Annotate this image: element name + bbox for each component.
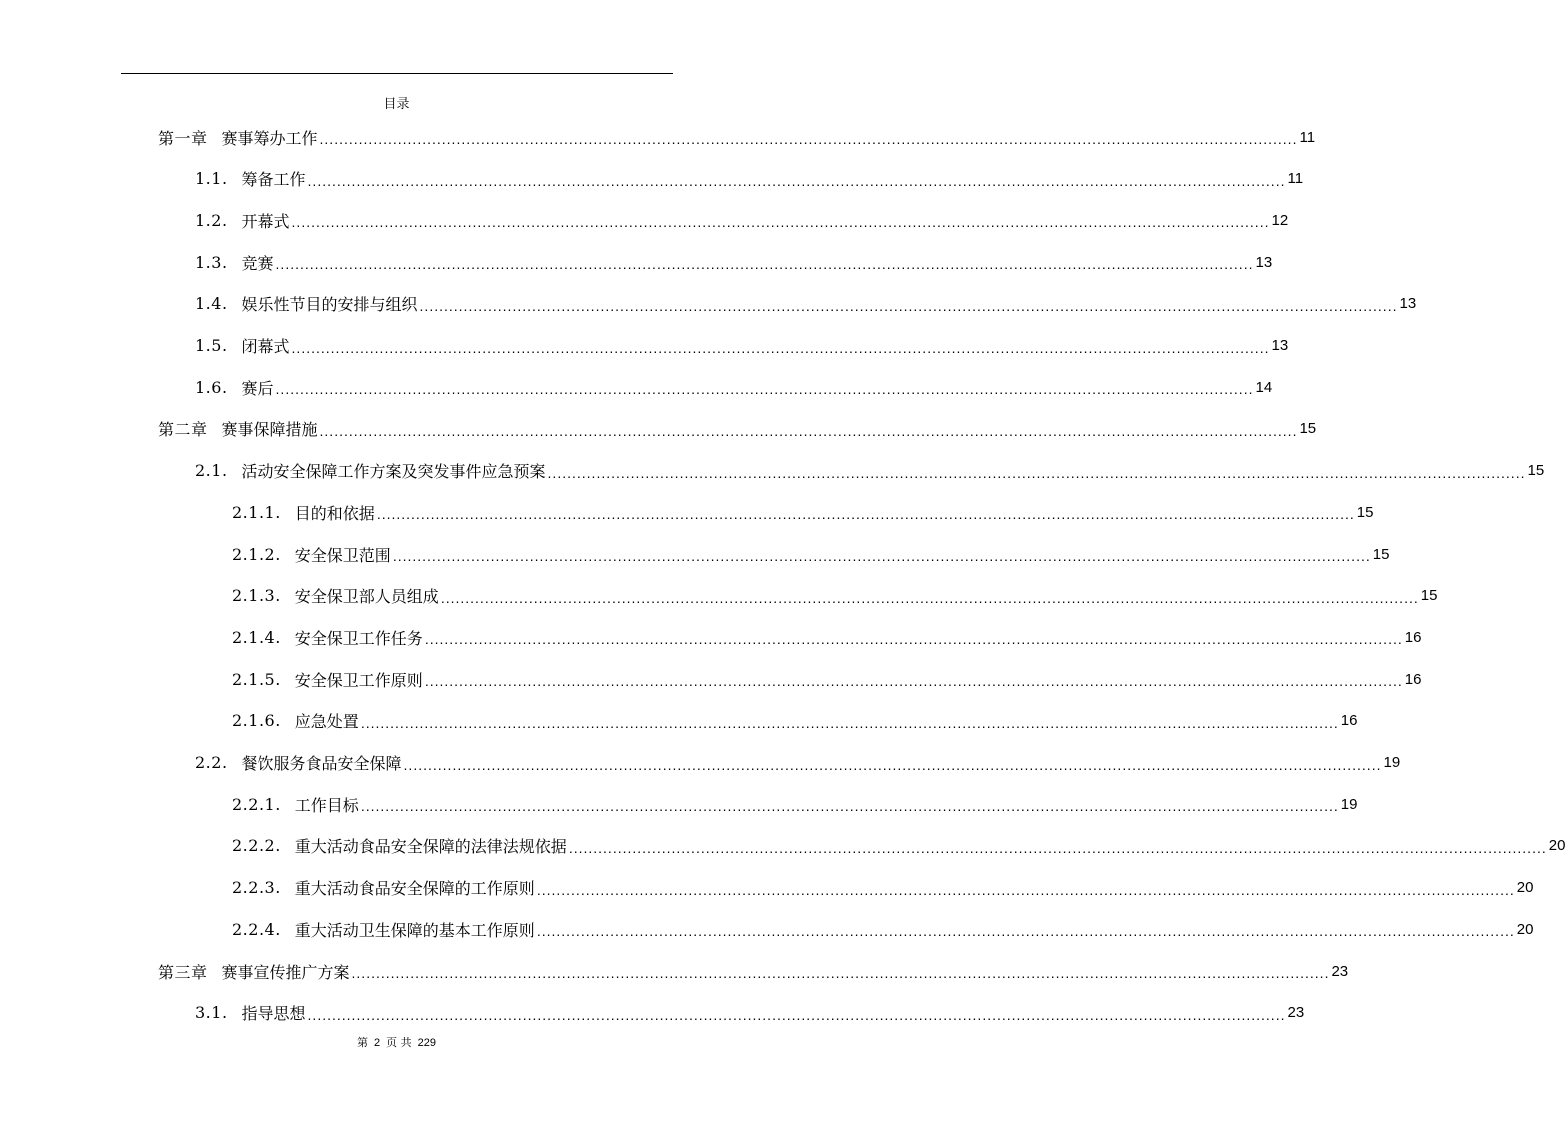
toc-dot-leader: ........................................................................................................................................................................................................ xyxy=(319,422,1298,439)
toc-entry-title: 闭幕式 xyxy=(241,337,290,356)
toc-entry-page: 20 xyxy=(1516,920,1534,938)
toc-entry[interactable] xyxy=(232,908,1534,950)
toc-dot-leader: ........................................................................................................................................................................................................ xyxy=(424,673,1403,690)
toc-dot-leader: ........................................................................................................................................................................................................ xyxy=(319,131,1298,147)
toc-entry[interactable] xyxy=(232,700,1358,742)
toc-entry-number: 2.1.1. xyxy=(232,502,281,522)
toc-entry-page: 19 xyxy=(1383,754,1401,771)
toc-dot-leader: ........................................................................................................................................................................................................ xyxy=(307,172,1286,189)
toc-entry-title: 安全保卫工作任务 xyxy=(294,628,423,648)
toc-entry-title: 目的和依据 xyxy=(294,503,375,523)
toc-entry-number: 2.2.2. xyxy=(232,836,281,856)
toc-title: 目录 xyxy=(383,97,410,112)
toc-entry-page: 11 xyxy=(1287,170,1304,188)
toc-entry-page: 14 xyxy=(1255,378,1273,396)
toc-entry[interactable] xyxy=(232,658,1422,700)
toc-entry-page: 20 xyxy=(1516,879,1534,897)
toc-entry-number: 第一章 xyxy=(158,128,208,148)
toc-entry[interactable] xyxy=(195,283,1417,325)
toc-entry-title: 安全保卫部人员组成 xyxy=(294,587,439,607)
toc-entry[interactable] xyxy=(158,950,1349,992)
toc-entry-page: 16 xyxy=(1404,628,1422,646)
toc-entry[interactable] xyxy=(232,616,1422,658)
toc-entry-page: 20 xyxy=(1548,837,1565,855)
toc-entry[interactable] xyxy=(195,366,1273,408)
toc-entry-page: 15 xyxy=(1527,462,1545,480)
toc-entry-page: 13 xyxy=(1255,253,1273,271)
toc-entry[interactable] xyxy=(195,325,1289,367)
toc-dot-leader: ........................................................................................................................................................................................................ xyxy=(275,381,1254,398)
toc-entry[interactable] xyxy=(195,158,1304,200)
toc-dot-leader: ........................................................................................................................................................................................................ xyxy=(360,714,1339,731)
toc-dot-leader: ........................................................................................................................................................................................................ xyxy=(568,839,1547,856)
toc-entry-title: 娱乐性节目的安排与组织 xyxy=(241,295,418,315)
toc-entry-title: 开幕式 xyxy=(241,211,290,231)
toc-entry-number: 1.2. xyxy=(195,210,228,230)
toc-entry[interactable] xyxy=(232,825,1565,867)
toc-entry-title: 重大活动卫生保障的基本工作原则 xyxy=(294,920,535,940)
toc-entry-number: 2.2.1. xyxy=(232,794,281,814)
toc-entry[interactable] xyxy=(195,742,1401,784)
toc-entry-number: 3.1. xyxy=(195,1003,228,1023)
toc-dot-leader: ........................................................................................................................................................................................................ xyxy=(360,798,1339,815)
toc-entry-title: 赛事宣传推广方案 xyxy=(221,962,350,982)
toc-entry-page: 15 xyxy=(1299,420,1317,438)
toc-entry-title: 安全保卫工作原则 xyxy=(294,670,423,690)
toc-entry-page: 13 xyxy=(1271,337,1289,354)
toc-entry[interactable] xyxy=(195,992,1305,1034)
toc-entry-title: 竞赛 xyxy=(241,253,274,273)
toc-entry-title: 餐饮服务食品安全保障 xyxy=(241,754,402,773)
toc-entry-number: 2.1.3. xyxy=(232,586,281,606)
toc-dot-leader: ........................................................................................................................................................................................................ xyxy=(351,965,1330,981)
toc-entry-number: 1.5. xyxy=(195,336,228,355)
toc-entry-page: 12 xyxy=(1271,211,1289,229)
toc-entry-number: 2.2.3. xyxy=(232,878,281,898)
toc-entry-title: 安全保卫范围 xyxy=(294,545,391,565)
toc-entry[interactable] xyxy=(232,533,1390,575)
toc-dot-leader: ........................................................................................................................................................................................................ xyxy=(440,589,1419,606)
toc-entry-title: 工作目标 xyxy=(294,795,359,815)
toc-entry-number: 2.1.6. xyxy=(232,711,281,731)
toc-dot-leader: ........................................................................................................................................................................................................ xyxy=(419,297,1398,314)
header-rule xyxy=(121,73,673,74)
toc-dot-leader: ........................................................................................................................................................................................................ xyxy=(275,256,1254,273)
toc-dot-leader: ........................................................................................................................................................................................................ xyxy=(403,756,1382,773)
toc-entry-page: 15 xyxy=(1372,545,1390,563)
toc-entry-number: 1.4. xyxy=(195,294,228,314)
toc-entry-title: 活动安全保障工作方案及突发事件应急预案 xyxy=(241,462,546,482)
toc-entry-page: 13 xyxy=(1399,295,1417,313)
toc-entry-number: 第二章 xyxy=(158,420,208,440)
toc-entry-number: 2.1.4. xyxy=(232,627,281,647)
toc-entry-page: 16 xyxy=(1404,670,1422,688)
toc-entry-page: 19 xyxy=(1340,795,1358,813)
toc-entry-page: 23 xyxy=(1331,962,1349,980)
toc-entry-page: 15 xyxy=(1420,587,1438,605)
toc-entry-title: 筹备工作 xyxy=(241,170,306,190)
toc-entry-title: 赛事保障措施 xyxy=(221,420,318,440)
toc-entry-number: 第三章 xyxy=(158,962,208,982)
toc-entry-page: 16 xyxy=(1340,712,1358,730)
toc-dot-leader: ........................................................................................................................................................................................................ xyxy=(424,631,1403,648)
toc-dot-leader: ........................................................................................................................................................................................................ xyxy=(307,1006,1286,1023)
toc-entry-page: 15 xyxy=(1356,503,1374,521)
toc-entry[interactable] xyxy=(232,575,1438,617)
toc-entry[interactable] xyxy=(195,450,1545,492)
toc-dot-leader: ........................................................................................................................................................................................................ xyxy=(536,923,1515,940)
toc-entry-number: 1.6. xyxy=(195,377,228,397)
page-footer xyxy=(0,1036,793,1050)
toc-entry[interactable] xyxy=(232,867,1534,909)
toc-dot-leader: ........................................................................................................................................................................................................ xyxy=(291,214,1270,231)
toc-entry-number: 1.3. xyxy=(195,252,228,272)
toc-entry-page: 11 xyxy=(1299,128,1316,146)
toc-dot-leader: ........................................................................................................................................................................................................ xyxy=(392,548,1371,564)
toc-entry-page: 23 xyxy=(1287,1004,1305,1022)
toc-entry-title: 重大活动食品安全保障的法律法规依据 xyxy=(294,837,567,857)
toc-entry-title: 指导思想 xyxy=(241,1004,306,1024)
toc-entry-number: 1.1. xyxy=(195,169,228,189)
toc-entry[interactable] xyxy=(195,241,1273,283)
toc-entry-title: 应急处置 xyxy=(294,712,359,732)
toc-entry[interactable] xyxy=(232,491,1374,533)
toc-entry[interactable] xyxy=(195,199,1289,241)
toc-entry-title: 赛事筹办工作 xyxy=(221,128,318,148)
toc-entry[interactable] xyxy=(232,783,1358,825)
footer-page-number: 2 xyxy=(374,1037,381,1049)
toc-entry-title: 重大活动食品安全保障的工作原则 xyxy=(294,879,535,899)
toc-entry-title: 赛后 xyxy=(241,378,274,398)
toc-entry-number: 2.2.4. xyxy=(232,919,281,939)
toc-entry[interactable] xyxy=(158,116,1316,158)
toc-dot-leader: ........................................................................................................................................................................................................ xyxy=(291,339,1270,356)
toc-dot-leader: ........................................................................................................................................................................................................ xyxy=(376,506,1355,523)
toc-dot-leader: ........................................................................................................................................................................................................ xyxy=(547,464,1526,481)
toc-entry-number: 2.1.2. xyxy=(232,544,281,564)
toc-entry-number: 2.1. xyxy=(195,461,228,481)
toc-entry-number: 2.1.5. xyxy=(232,669,281,689)
footer-prefix: 第 xyxy=(357,1036,368,1049)
toc-entry-number: 2.2. xyxy=(195,753,228,772)
footer-middle: 页 共 xyxy=(386,1036,412,1049)
toc-entry[interactable] xyxy=(158,408,1317,450)
footer-total-pages: 229 xyxy=(417,1037,436,1049)
toc-dot-leader: ........................................................................................................................................................................................................ xyxy=(536,881,1515,898)
